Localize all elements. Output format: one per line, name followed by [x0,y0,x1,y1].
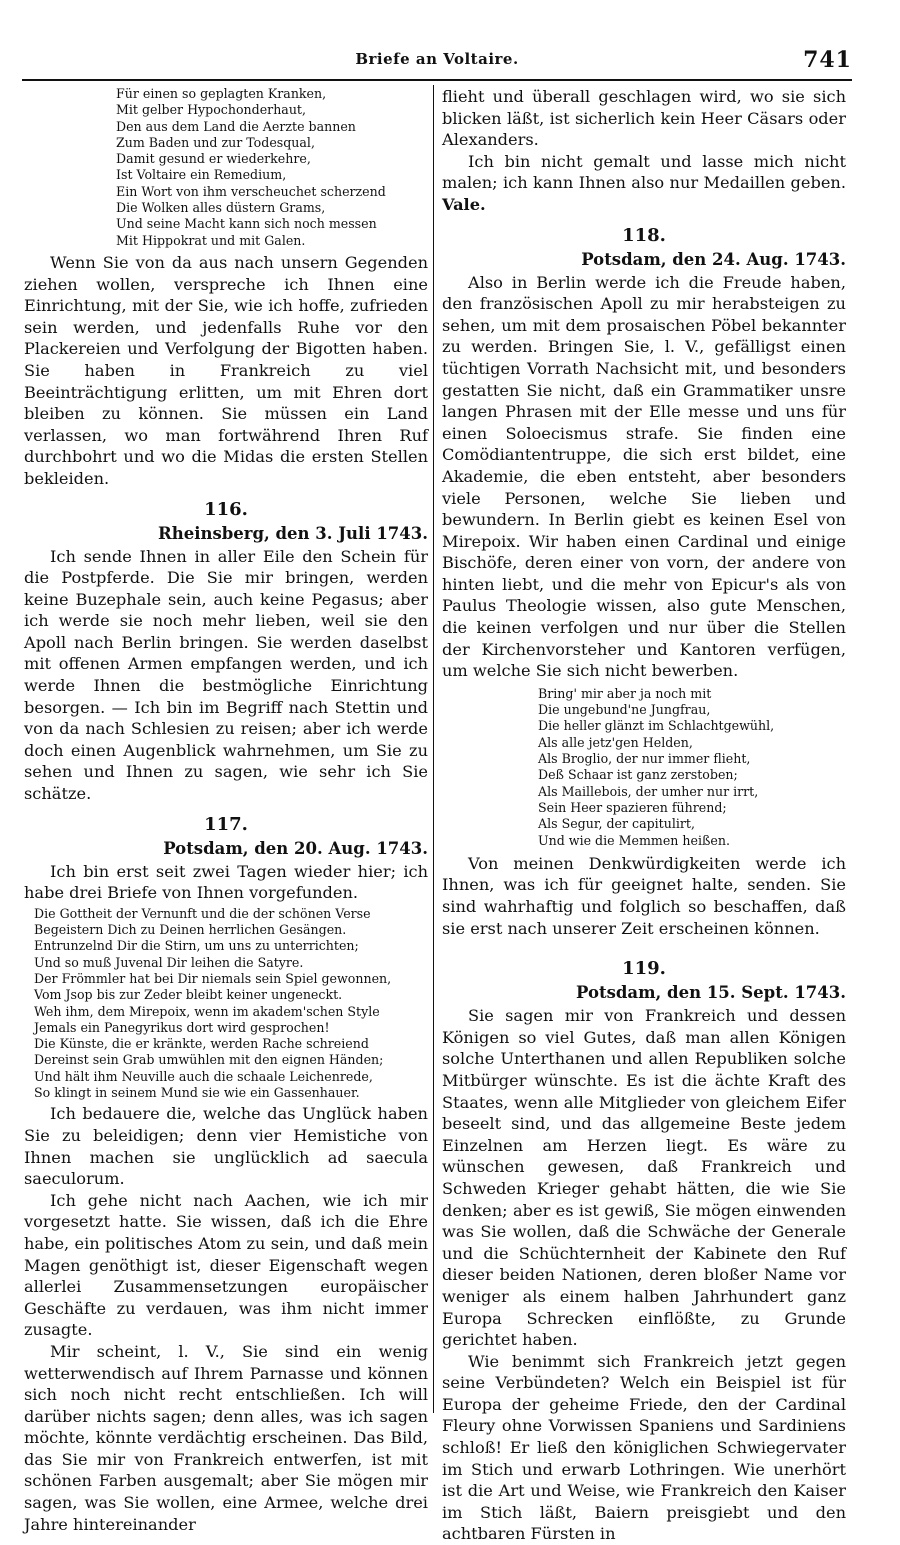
verse-line: Die Gottheit der Vernunft und die der schönen Verse [34,905,371,921]
verse-line: Begeistern Dich zu Deinen herrlichen Gesängen. [34,922,347,938]
verse-line: Die heller glänzt im Schlachtgewühl, [538,718,775,734]
letter-number: 119. [622,958,666,980]
verse-line: Und wie die Memmen heißen. [538,832,730,848]
verse-line: So klingt in seinem Mund sie wie ein Gassenhauer. [34,1085,360,1101]
letter-number: 116. [204,498,248,520]
verse-line: Deß Schaar ist ganz zerstoben; [538,767,738,783]
paragraph: Wenn Sie von da aus nach unsern Gegenden ziehen wollen, verspreche ich Ihnen eine Einrichtung, mit der Sie, wie ich hoffe, zufrieden sein werden, und jedenfalls Ruhe vor den Plackereien und Verfolgung der Bigotten haben. Sie haben in Frankreich zu viel Beeinträchtigung erlitten, um mit Ehren dort bleiben zu können. Sie müssen ein Land verlassen, wo man fortwährend Ihren Ruf durchbohrt und wo die Midas die ersten Stellen bekleiden. [24,252,428,488]
verse-line: Den aus dem Land die Aerzte bannen [116,118,356,134]
verse-line: Mit gelber Hypochonderhaut, [116,102,306,118]
verse-line: Die Wolken alles düstern Grams, [116,200,326,216]
letter-dateline: Potsdam, den 15. Sept. 1743. [575,983,846,1003]
left-column [24,86,428,1534]
right-column [442,86,846,1544]
letter-dateline: Potsdam, den 20. Aug. 1743. [163,838,428,858]
paragraph [442,151,846,216]
column-divider [433,85,434,1413]
verse-line: Weh ihm, dem Mirepoix, wenn im akadem'schen Style [34,1003,380,1019]
verse-line: Für einen so geplagten Kranken, [116,86,327,101]
verse-block [24,86,428,249]
verse-line: Jemals ein Panegyrikus dort wird gesprochen! [34,1019,330,1035]
paragraph-text: Ich bin nicht gemalt und lasse mich nicht malen; ich kann Ihnen also nur Medaillen geben. [442,151,846,193]
paragraph: Von meinen Denkwürdigkeiten werde ich Ihnen, was ich für geeignet halte, senden. Sie sind wahrhaftig und folglich so beschaffen, daß sie erst nach unserer Zeit erscheinen können. [442,853,846,938]
verse-line: Ein Wort von ihm verscheuchet scherzend [116,183,386,199]
closing-vale: Vale. [442,194,486,214]
verse-line: Die ungebund'ne Jungfrau, [538,702,711,718]
paragraph: flieht und überall geschlagen wird, wo sie sich blicken läßt, ist sicherlich kein Heer Cäsars oder Alexanders. [442,87,846,150]
running-header [22,47,852,73]
running-title: Briefe an Voltaire. [355,50,519,68]
paragraph: Wie benimmt sich Frankreich jetzt gegen seine Verbündeten? Welch ein Beispiel ist für Europa der geheime Friede, den der Cardinal Fleury ohne Vorwissen Spaniens und Sardiniens schloß! Er ließ den königlichen Schwiegervater im Stich und erwarb Lothringen. Wie unerhört ist die Art und Weise, wie Frankreich den Kaiser im Stich läßt, Baiern preisgiebt und den achtbaren Fürsten in [442,1351,846,1544]
spacer [442,939,846,949]
paragraph: Ich bin erst seit zwei Tagen wieder hier; ich habe drei Briefe von Ihnen vorgefunden. [24,861,428,903]
verse-line: Als Broglio, der nur immer flieht, [538,751,751,767]
verse-line: Bring' mir aber ja noch mit [538,685,712,701]
verse-line: Als Segur, der capitulirt, [538,816,695,832]
header-rule [22,79,852,81]
letter-number: 117. [204,813,248,835]
verse-block [442,686,846,849]
paragraph: Ich gehe nicht nach Aachen, wie ich mir vorgesetzt hatte. Sie wissen, daß ich die Ehre habe, ein politisches Atom zu sein, und daß mein Magen genöthigt ist, dieser Eigenschaft wegen allerlei Zusammensetzungen europäischer Geschäfte zu verdauen, was ihm nicht immer zusagte. [24,1190,428,1340]
verse-line: Der Frömmler hat bei Dir niemals sein Spiel gewonnen, [34,971,392,986]
verse-line: Als Maillebois, der umher nur irrt, [538,783,759,799]
verse-line: Zum Baden und zur Todesqual, [116,134,315,150]
verse-line: Dereinst sein Grab umwühlen mit den eignen Händen; [34,1052,384,1068]
verse-line: Und hält ihm Neuville auch die schaale Leichenrede, [34,1068,373,1084]
verse-line: Ist Voltaire ein Remedium, [116,167,287,183]
paragraph: Mir scheint, l. V., Sie sind ein wenig wetterwendisch auf Ihrem Parnasse und können sich noch nicht recht entschließen. Ich will darüber nichts sagen; denn alles, was ich sagen möchte, könnte verdächtig erscheinen. Das Bild, das Sie mir von Frankreich entwerfen, ist mit schönen Farben ausgemalt; aber Sie mögen mir sagen, was Sie wollen, eine Armee, welche drei Jahre hintereinander [24,1341,428,1534]
verse-line: Entrunzelnd Dir die Stirn, um uns zu unterrichten; [34,938,359,954]
paragraph: Sie sagen mir von Frankreich und dessen Königen so viel Gutes, daß man allen Königen solche Unterthanen und allen Republiken solche Mitbürger wünschte. Es ist die ächte Kraft des Staates, wenn alle Mitglieder von gleichem Eifer beseelt sind, und das allgemeine Beste jedem Einzelnen am Herzen liegt. Es wäre zu wünschen gewesen, daß Frankreich und Schweden Krieger gehabt hätten, die wie Sie denken; aber es ist gewiß, Sie mögen einwenden was Sie wollen, daß die Schwäche der Generale und die Schüchternheit der Kabinete den Ruf dieser beiden Nationen, deren bloßer Name vor weniger als einem halben Jahrhundert ganz Europa Schrecken einflößte, zu Grunde gerichtet haben. [442,1006,846,1350]
letter-dateline: Potsdam, den 24. Aug. 1743. [581,249,846,269]
page-number: 741 [803,47,852,73]
verse-line: Sein Heer spazieren führend; [538,799,727,815]
verse-line: Und so muß Juvenal Dir leihen die Satyre. [34,954,304,970]
verse-line: Die Künste, die er kränkte, werden Rache schreiend [34,1036,369,1052]
verse-block [24,906,428,1102]
paragraph: Also in Berlin werde ich die Freude haben, den französischen Apoll zu mir herabsteigen zu sehen, um mit dem prosaischen Pöbel bekannter zu werden. Bringen Sie, l. V., gefälligst einen tüchtigen Vorrath Nachsicht mit, und besonders gestatten Sie nicht, daß ein Grammatiker unsre langen Phrasen mit der Elle messe und uns für einen Soloecismus strafe. Sie finden eine Comödiantentruppe, die sich erst bildet, eine Akademie, die eben entsteht, aber besonders viele Personen, welche Sie lieben und bewundern. In Berlin giebt es keinen Esel von Mirepoix. Wir haben einen Cardinal und einige Bischöfe, deren einer von vorn, der andere von hinten liebt, und die mehr von Epicur's als von Paulus Theologie wissen, also gute Menschen, die keinen verfolgen und nur über die Stellen der Kirchenvorsteher und Kantoren verfügen, um welche Sie sich nicht bewerben. [442,272,846,681]
verse-line: Mit Hippokrat und mit Galen. [116,232,306,248]
verse-line: Als alle jetz'gen Helden, [538,734,693,750]
verse-line: Damit gesund er wiederkehre, [116,151,311,167]
letter-number: 118. [622,224,666,246]
verse-line: Vom Jsop bis zur Zeder bleibt keiner ungeneckt. [34,987,343,1003]
paragraph: Ich bedauere die, welche das Unglück haben Sie zu beleidigen; denn vier Hemistiche von Ihnen machen sie unglücklich ad saecula saeculorum. [24,1104,428,1189]
letter-dateline: Rheinsberg, den 3. Juli 1743. [157,523,428,543]
verse-line: Und seine Macht kann sich noch messen [116,216,377,232]
paragraph: Ich sende Ihnen in aller Eile den Schein für die Postpferde. Die Sie mir bringen, werden keine Buzephale sein, auch keine Pegasus; aber ich werde sie noch mehr lieben, weil sie den Apoll nach Berlin bringen. Sie werden daselbst mit offenen Armen empfangen werden, und ich werde Ihnen die bestmögliche Einrichtung besorgen. — Ich bin im Begriff nach Stettin und von da nach Schlesien zu reisen; aber ich werde doch einen Augenblick wahrnehmen, um Sie zu sehen und Ihnen zu sagen, wie sehr ich Sie schätze. [24,546,428,804]
